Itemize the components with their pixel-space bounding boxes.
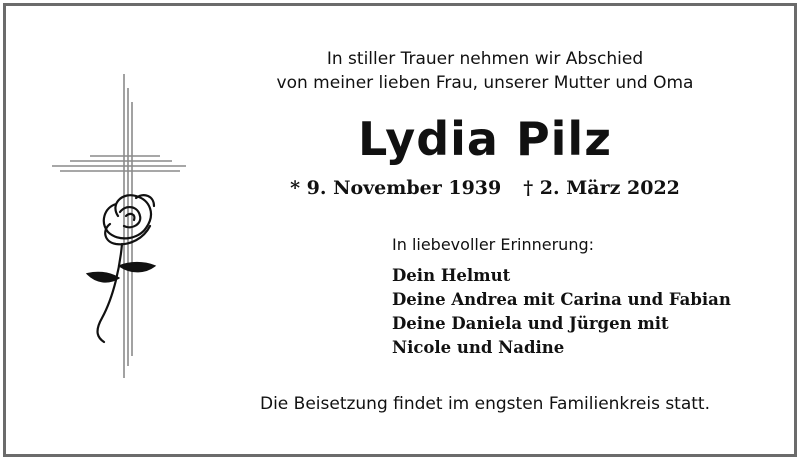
- mourner-line: Nicole und Nadine: [392, 338, 565, 357]
- life-dates: [200, 177, 770, 199]
- death-date: † 2. März 2022: [523, 177, 680, 199]
- birth-date: * 9. November 1939: [290, 177, 502, 199]
- intro-line-2: von meiner lieben Frau, unserer Mutter und Oma: [276, 73, 694, 93]
- mourner-line: Deine Daniela und Jürgen mit: [392, 314, 669, 333]
- cross-rose-illustration: [40, 66, 190, 386]
- deceased-name: Lydia Pilz: [358, 112, 612, 166]
- mourner-line: Dein Helmut: [392, 266, 511, 285]
- burial-note: Die Beisetzung findet im engsten Familienkreis statt.: [259, 394, 711, 414]
- intro-line-1: In stiller Trauer nehmen wir Abschied: [326, 49, 644, 69]
- mourner-line: Deine Andrea mit Carina und Fabian: [392, 290, 731, 309]
- cross-icon: [52, 74, 186, 378]
- memory-heading: In liebevoller Erinnerung:: [392, 235, 594, 254]
- rose-icon: [88, 195, 154, 342]
